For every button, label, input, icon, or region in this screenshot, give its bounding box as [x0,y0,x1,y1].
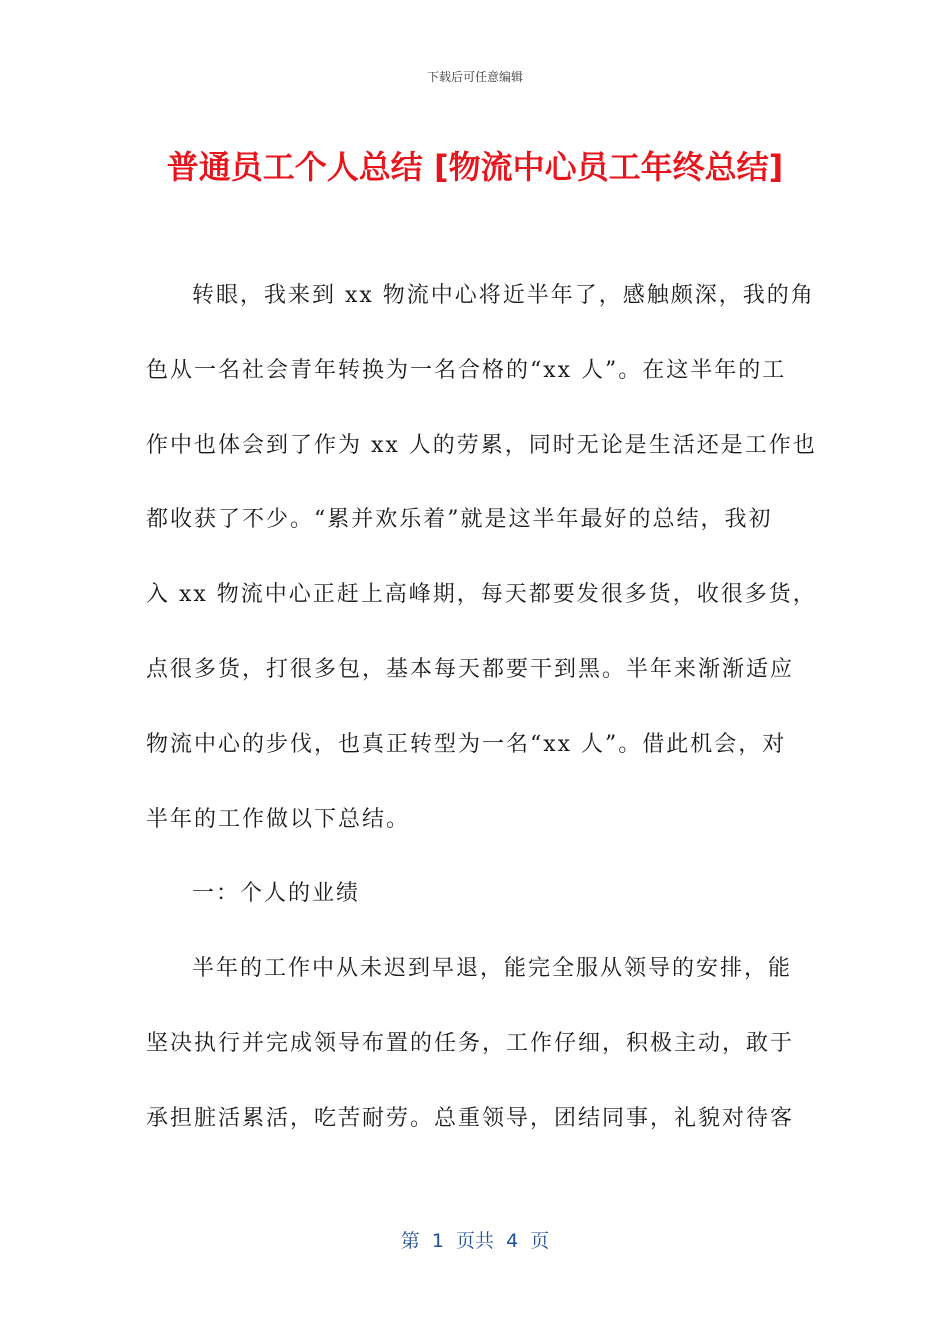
paragraph-line: 半年的工作做以下总结。 [146,806,411,832]
paragraph-line: 入 xx 物流中心正赶上高峰期，每天都要发很多货，收很多货， [146,582,817,608]
document-body [146,272,817,1170]
paragraph-line: 色从一名社会青年转换为一名合格的“xx 人”。在这半年的工 [146,357,787,383]
paragraph-line: 坚决执行并完成领导布置的任务，工作仔细，积极主动，敢于 [146,1030,795,1056]
paragraph-line: 半年的工作中从未迟到早退，能完全服从领导的安排，能 [192,956,793,982]
document-title: 普通员工个人总结 [物流中心员工年终总结] [166,148,784,186]
page-number-footer: 第 1 页共 4 页 [400,1230,550,1252]
paragraph-line: 都收获了不少。“累并欢乐着”就是这半年最好的总结，我初 [146,507,773,533]
paragraph-line: 承担脏活累活，吃苦耐劳。总重领导，团结同事，礼貌对待客 [146,1105,795,1131]
header-note: 下载后可任意编辑 [426,70,523,84]
paragraph-line: 转眼，我来到 xx 物流中心将近半年了，感触颇深，我的角 [192,283,815,308]
paragraph-line: 物流中心的步伐，也真正转型为一名“xx 人”。借此机会，对 [146,731,787,757]
section-heading: 一：个人的业绩 [192,881,361,907]
paragraph-line: 点很多货，打很多包，基本每天都要干到黑。半年来渐渐适应 [146,656,795,682]
paragraph-line: 作中也体会到了作为 xx 人的劳累，同时无论是生活还是工作也 [146,432,817,458]
